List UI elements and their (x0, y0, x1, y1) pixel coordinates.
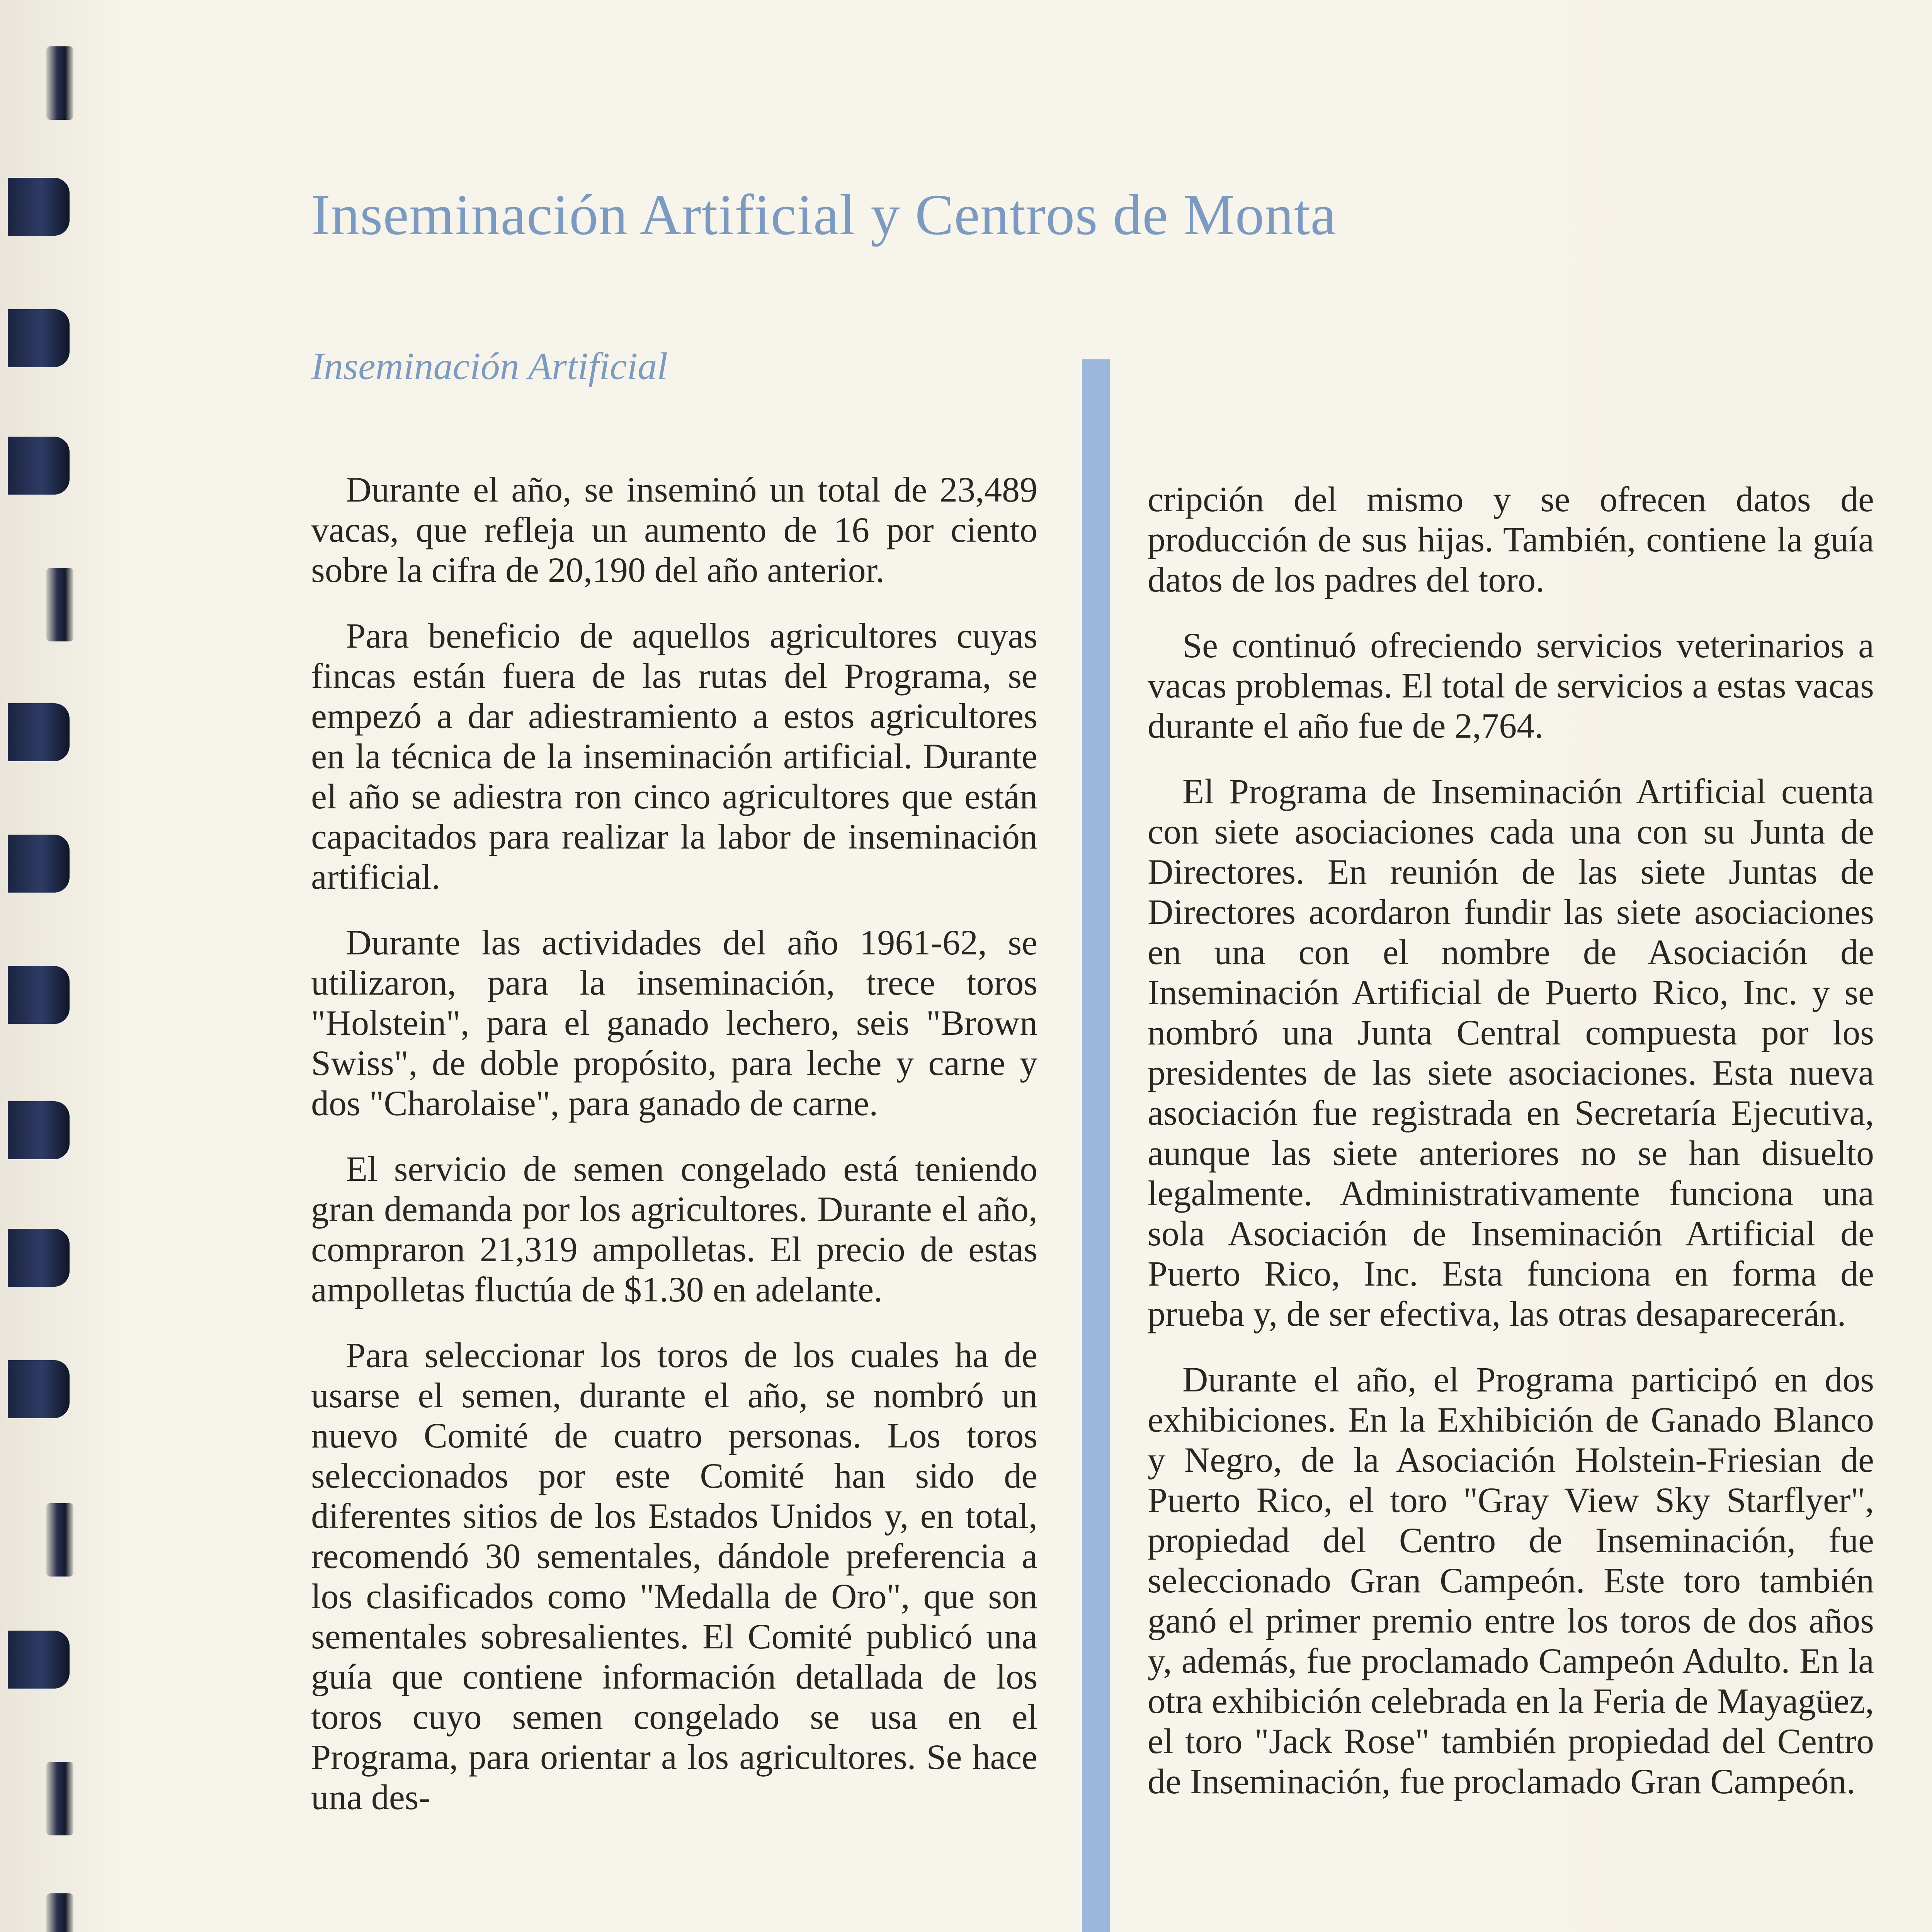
binding-ring (8, 703, 70, 761)
paragraph: Durante las actividades del año 1961-62, se utilizaron, para la inseminación, trece toros "Holstein", para el ganado lechero, seis "Brown Swiss", de doble propósito, para leche y carne y dos "Charolaise", para ganado de carne. (311, 923, 1037, 1123)
page-title: Inseminación Artificial y Centros de Monta (311, 183, 1337, 247)
binding-ring (8, 1101, 70, 1159)
binding-ring (8, 1360, 70, 1418)
spiral-binding (0, 0, 89, 1932)
binding-ring (46, 1503, 73, 1577)
binding-ring (46, 1893, 73, 1932)
paragraph: El Programa de Inseminación Artificial cuenta con siete asociaciones cada una con su Junta de Directores. En reunión de las siete Juntas de Directores acordaron fundir las siete asociaciones en una con el nombre de Asociación de Inseminación Artificial de Puerto Rico, Inc. y se nombró una Junta Central compuesta por los presidentes de las siete asociaciones. Esta nueva asociación fue registrada en Secretaría Ejecutiva, aunque las siete anteriores no se han disuelto legalmente. Administrativamente funciona una sola Asociación de Inseminación Artificial de Puerto Rico, Inc. Esta funciona en forma de prueba y, de ser efectiva, las otras desaparecerán. (1148, 772, 1874, 1333)
binding-ring (8, 178, 70, 236)
paragraph: Durante el año, el Programa participó en dos exhibiciones. En la Exhibición de Ganado Blanco y Negro, de la Asociación Holstein-Friesian de Puerto Rico, el toro "Gray View Sky Starflyer", propiedad del Centro de Inseminación, fue seleccionado Gran Campeón. Este toro también ganó el primer premio entre los toros de dos años y, además, fue proclamado Campeón Adulto. En la otra exhibición celebrada en la Feria de Mayagüez, el toro "Jack Rose" también propiedad del Centro de Inseminación, fue proclamado Gran Campeón. (1148, 1360, 1874, 1801)
binding-ring (8, 1631, 70, 1689)
paragraph: Para beneficio de aquellos agricultores cuyas fincas están fuera de las rutas del Programa, se empezó a dar adiestramiento a estos agricultores en la técnica de la inseminación artificial. Durante el año se adiestra ron cinco agricultores que están capacitados para realizar la labor de inseminación artificial. (311, 616, 1037, 896)
paragraph: El servicio de semen congelado está teniendo gran demanda por los agricultores. Durante el año, compraron 21,319 ampolletas. El precio de estas ampolletas fluctúa de $1.30 en adelante. (311, 1149, 1037, 1309)
column-left (311, 469, 1037, 1843)
binding-ring (8, 437, 70, 495)
binding-ring (46, 568, 73, 641)
paragraph: Se continuó ofreciendo servicios veterinarios a vacas problemas. El total de servicios a estas vacas durante el año fue de 2,764. (1148, 626, 1874, 745)
binding-ring (8, 1229, 70, 1287)
column-divider-bar (1082, 359, 1110, 1932)
binding-ring (46, 46, 73, 120)
binding-ring (8, 835, 70, 893)
binding-ring (8, 966, 70, 1024)
paragraph: cripción del mismo y se ofrecen datos de producción de sus hijas. También, contiene la guía datos de los padres del toro. (1148, 480, 1874, 599)
paragraph: Para seleccionar los toros de los cuales ha de usarse el semen, durante el año, se nombró un nuevo Comité de cuatro personas. Los toros seleccionados por este Comité han sido de diferentes sitios de los Estados Unidos y, en total, recomendó 30 sementales, dándole preferencia a los clasificados como "Medalla de Oro", que son sementales sobresalientes. El Comité publicó una guía que contiene información detallada de los toros cuyo semen congelado se usa en el Programa, para orientar a los agricultores. Se hace una des- (311, 1335, 1037, 1817)
column-right (1148, 479, 1874, 1827)
binding-ring (46, 1762, 73, 1835)
binding-ring (8, 309, 70, 367)
section-heading-inseminacion: Inseminación Artificial (311, 345, 668, 388)
paragraph: Durante el año, se inseminó un total de 23,489 vacas, que refleja un aumento de 16 por ciento sobre la cifra de 20,190 del año anterior. (311, 470, 1037, 590)
